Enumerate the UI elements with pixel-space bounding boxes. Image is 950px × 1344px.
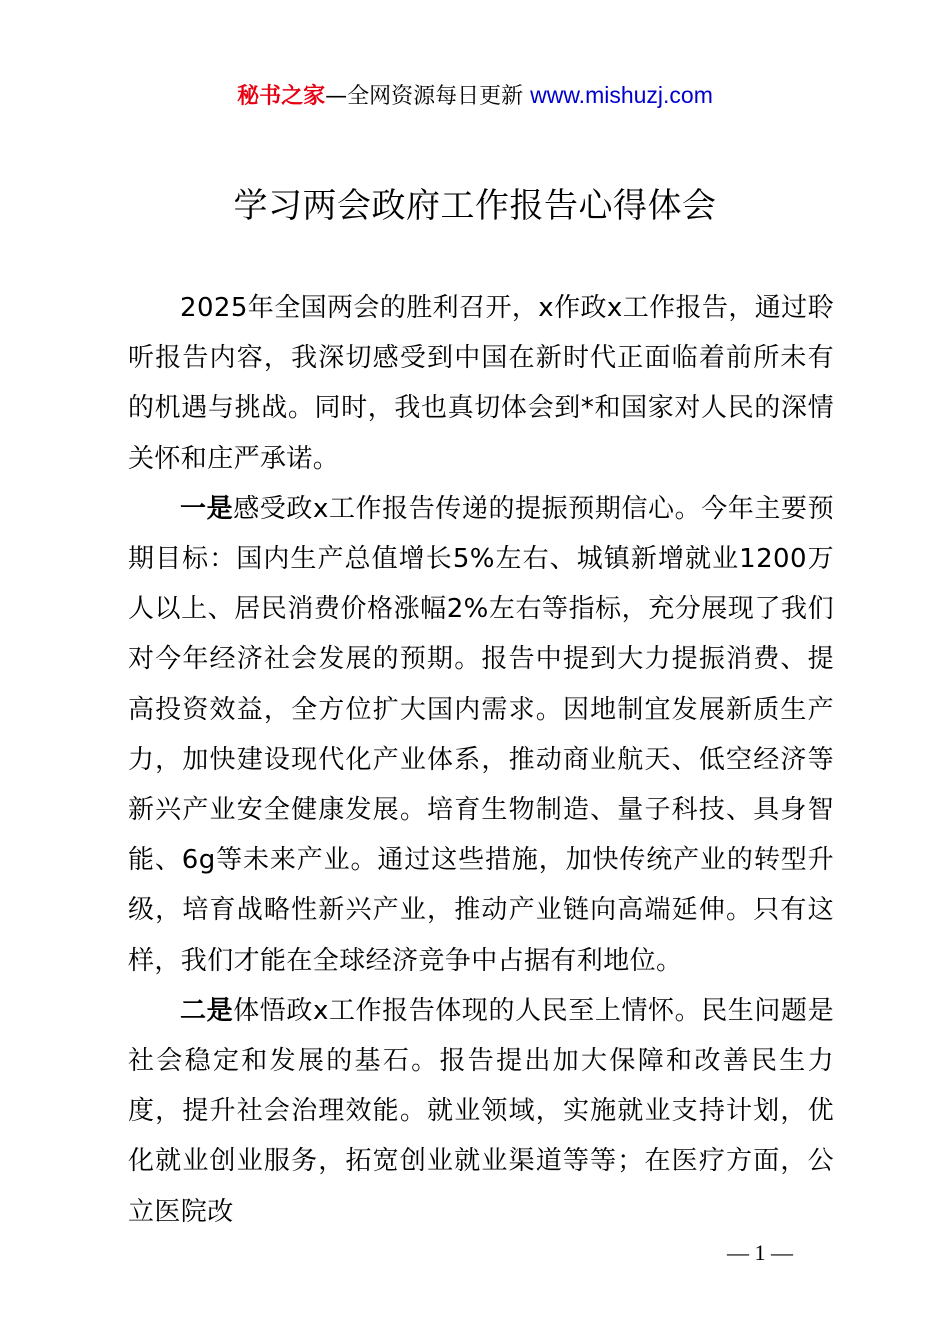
page-number: — 1 —	[727, 1240, 793, 1265]
site-url-link[interactable]: www.mishuzj.com	[530, 82, 713, 108]
paragraph-point-one	[128, 484, 834, 986]
paragraph-intro	[128, 283, 834, 484]
document-body	[128, 283, 834, 1237]
paragraph-intro-text: 2025年全国两会的胜利召开，x作政x工作报告，通过聆听报告内容，我深切感受到中国在新时代正面临着前所未有的机遇与挑战。同时，我也真切体会到*和国家对人民的深情关怀和庄严承诺。	[128, 293, 834, 474]
site-banner	[0, 80, 950, 112]
paragraph-point-one-text: 感受政x工作报告传递的提振预期信心。今年主要预期目标：国内生产总值增长5%左右、城镇新增就业1200万人以上、居民消费价格涨幅2%左右等指标，充分展现了我们对今年经济社会发展的预期。报告中提到大力提振消费、提高投资效益，全方位扩大国内需求。因地制宜发展新质生产力，加快建设现代化产业体系，推动商业航天、低空经济等新兴产业安全健康发展。培育生物制造、量子科技、具身智能、6g等未来产业。通过这些措施，加快传统产业的转型升级，培育战略性新兴产业，推动产业链向高端延伸。只有这样，我们才能在全球经济竞争中占据有利地位。	[128, 493, 834, 976]
brand-name: 秘书之家	[237, 84, 326, 109]
paragraph-point-one-lead: 一是	[180, 493, 234, 524]
banner-tagline: —全网资源每日更新	[325, 84, 524, 109]
paragraph-point-two-text: 体悟政x工作报告体现的人民至上情怀。民生问题是社会稳定和发展的基石。报告提出加大保障和改善民生力度，提升社会治理效能。就业领域，实施就业支持计划，优化就业创业服务，拓宽创业就业渠道等等；在医疗方面，公立医院改	[128, 995, 834, 1227]
paragraph-point-two	[128, 986, 834, 1237]
paragraph-point-two-lead: 二是	[180, 995, 234, 1026]
document-title: 学习两会政府工作报告心得体会	[233, 186, 717, 226]
